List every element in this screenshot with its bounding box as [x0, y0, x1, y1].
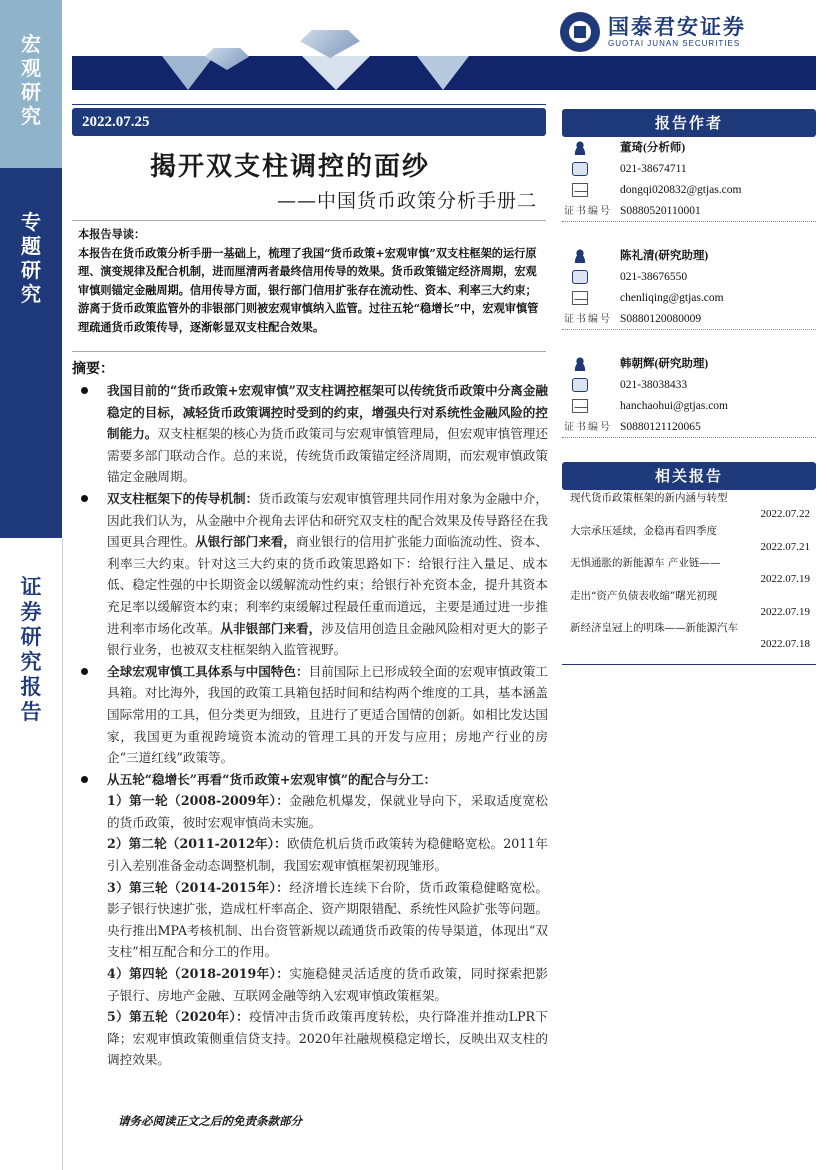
diamond-icon — [417, 56, 469, 90]
related-report-title[interactable]: 大宗承压延续，金稳再看四季度 — [570, 524, 717, 537]
related-report-item[interactable] — [562, 620, 816, 653]
guide-title: 本报告导读： — [78, 227, 146, 241]
person-icon — [572, 249, 588, 263]
round-item — [78, 833, 548, 876]
summary-bullet — [78, 769, 548, 791]
email-icon — [572, 183, 588, 197]
round-item — [78, 963, 548, 1006]
guide-text: 本报告在货币政策分析手册一基础上，梳理了我国“货币政策+宏观审慎”双支柱框架的运行原理、演变规律及配合机制，进而厘清两者最终信用传导的效果。货币政策锚定经济周期，宏观审慎则锚定金融周期。信用传导方面，银行部门信用扩张存在流动性、资本、利率三大约束；游离于货币政策监管外的非银部门则被宏观审慎纳入监管。过往五轮“稳增长”中，宏观审慎管理疏通货币政策传导，逐渐彰显双支柱配合效果。 — [78, 245, 539, 334]
bullet-text: 目前国际上已形成较全面的宏观审慎政策工具箱。对比海外，我国的政策工具箱包括时间和结构两个维度的工具，基本涵盖国际常用的工具，但分类更为细致，且进行了更适合国情的创新。如相比发达国家，我国更为重视跨境资本流动的管理工具的开发与应用；房地产行业的房企“三道红线”政策等。 — [107, 663, 549, 766]
phone-icon — [572, 270, 588, 284]
related-report-date: 2022.07.22 — [760, 508, 810, 520]
round-item — [78, 877, 548, 963]
related-report-item[interactable] — [562, 588, 816, 621]
cert-label: 证书编号 — [564, 314, 612, 325]
person-icon — [572, 357, 588, 371]
author-cert: S0880120080009 — [620, 313, 702, 325]
related-report-title[interactable]: 无惧通胀的新能源车 产业链—— — [570, 557, 721, 569]
bullet-bold-text: 双支柱框架下的传导机制： — [107, 490, 259, 506]
cert-label: 证书编号 — [564, 422, 612, 433]
authors-box-title: 报告作者 — [562, 109, 816, 137]
summary-bullet — [78, 488, 548, 661]
related-report-date: 2022.07.21 — [760, 540, 810, 553]
related-report-date: 2022.07.19 — [760, 605, 810, 618]
round-text: 疫情冲击货币政策再度转松，央行降准并推动LPR下降；宏观审慎政策侧重信贷支持。2020年社融规模稳定增长，反映出双支柱的调控效果。 — [107, 1009, 548, 1068]
round-text: 金融危机爆发，保就业导向下，采取适度宽松的货币政策，彼时宏观审慎尚未实施。 — [107, 793, 549, 830]
diamond-decoration-icon — [300, 30, 360, 58]
sidebar-section-macro-label: 宏观研究 — [21, 32, 41, 128]
sidebar-section-special-label: 专题研究 — [21, 210, 41, 306]
round-text: 经济增长连续下台阶，货币政策稳健略宽松。影子银行快速扩张，造成杠杆率高企、资产期限错配、系统性风险扩张等问题。央行推出MPA考核机制、出台资管新规以疏通货币政策的传导渠道，体现出“双支柱”相互配合和分工的作用。 — [107, 879, 549, 960]
company-logo — [560, 12, 800, 52]
related-report-title[interactable]: 新经济皇冠上的明珠——新能源汽车 — [570, 622, 738, 634]
summary-list — [78, 380, 548, 1071]
phone-icon — [572, 162, 588, 176]
summary-bullet — [78, 380, 548, 488]
author-phone: 021-38674711 — [620, 163, 687, 175]
bullet-text: 商业银行的信用扩张能力面临流动性、资本、利率三大约束。针对这三大约束的货币政策思路如下：给银行注入量足、成本低、稳定性强的中长期资金以缓解流动性约束；给银行补充资本金，提升其资本充足率以缓解资本约束；利率约束缓解过程最任重而道远，主要是通过进一步推进利率市场化改革。 — [107, 534, 549, 636]
sidebar-section-macro — [0, 0, 62, 168]
bullet-bold-text: 从非银部门来看， — [220, 620, 322, 636]
related-reports-list — [562, 490, 816, 653]
related-box-title: 相关报告 — [562, 462, 816, 490]
related-report-title[interactable]: 现代货币政策框架的新内涵与转型 — [570, 492, 728, 504]
author-name: 董琦(分析师) — [620, 142, 686, 154]
sidebar-section-special — [0, 168, 62, 538]
date-divider — [72, 104, 546, 105]
phone-icon — [572, 378, 588, 392]
author-name: 陈礼清(研究助理) — [620, 250, 709, 262]
logo-mark-icon — [560, 12, 600, 52]
author-email[interactable]: dongqi020832@gtjas.com — [620, 184, 742, 196]
person-icon — [572, 141, 588, 155]
logo-english-name: GUOTAI JUNAN SECURITIES — [608, 39, 741, 48]
author-phone: 021-38038433 — [620, 379, 688, 391]
email-icon — [572, 291, 588, 305]
author-phone: 021-38676550 — [620, 271, 688, 283]
diamond-icon — [162, 56, 214, 90]
summary-bullet — [78, 661, 548, 769]
round-text: 实施稳健灵活适度的货币政策，同时探索把影子银行、房地产金融、互联网金融等纳入宏观审慎政策框架。 — [107, 966, 549, 1003]
author-email[interactable]: hanchaohui@gtjas.com — [620, 400, 728, 412]
bullet-text: 双支柱框架的核心为货币政策司与宏观审慎管理局，但宏观审慎管理还需要多部门联动合作。总的来说，传统货币政策锚定经济周期，而宏观审慎政策锚定金融周期。 — [107, 426, 549, 485]
bullet-bold-text: 从五轮“稳增长”再看“货币政策+宏观审慎”的配合与分工： — [107, 771, 437, 787]
diamond-icon — [302, 56, 370, 90]
cert-label: 证书编号 — [564, 206, 612, 217]
related-report-date: 2022.07.19 — [760, 573, 810, 585]
round-label: 2）第二轮（2011-2012年）： — [107, 836, 287, 852]
author-card — [562, 246, 816, 354]
bullet-bold-text: 全球宏观审慎工具体系与中国特色： — [107, 663, 309, 679]
round-label: 1）第一轮（2008-2009年）： — [107, 793, 290, 809]
logo-chinese-name: 国泰君安证券 — [608, 15, 746, 39]
author-cert: S0880121120065 — [620, 421, 701, 433]
round-label: 4）第四轮（2018-2019年）： — [107, 966, 290, 982]
related-divider — [562, 664, 816, 665]
bullet-text: 货币政策与宏观审慎管理共同作用对象为金融中介，因此我们认为，从金融中介视角去评估和研究双支柱的配合效果及传导路径在我国更具合理性。 — [107, 490, 549, 550]
report-date: 2022.07.25 — [72, 108, 546, 136]
related-report-item[interactable] — [562, 490, 816, 523]
author-email[interactable]: chenliqing@gtjas.com — [620, 292, 724, 304]
disclaimer-note: 请务必阅读正文之后的免责条款部分 — [118, 1114, 302, 1128]
author-card — [562, 354, 816, 462]
round-label: 3）第三轮（2014-2015年）： — [107, 879, 290, 895]
related-report-item[interactable] — [562, 523, 816, 556]
email-icon — [572, 399, 588, 413]
bullet-bold-text: 从银行部门来看， — [195, 534, 297, 550]
sidebar-section-report — [0, 538, 62, 1170]
report-title: 揭开双支柱调控的面纱 — [150, 152, 431, 182]
related-report-item[interactable] — [562, 555, 816, 588]
round-label: 5）第五轮（2020年）： — [107, 1009, 250, 1025]
header-banner — [72, 56, 816, 90]
sidebar-divider — [62, 538, 63, 1170]
related-report-title[interactable]: 走出“资产负债表收缩”曙光初现 — [570, 589, 718, 602]
round-item — [78, 790, 548, 833]
report-guide — [72, 220, 546, 352]
sidebar-section-report-label: 证券研究报告 — [20, 574, 42, 724]
author-cert: S0880520110001 — [620, 205, 701, 217]
report-subtitle: ——中国货币政策分析手册二 — [276, 190, 537, 212]
summary-title: 摘要： — [72, 361, 114, 377]
author-name: 韩朝辉(研究助理) — [620, 358, 709, 370]
author-card — [562, 138, 816, 246]
related-report-date: 2022.07.18 — [760, 638, 810, 650]
round-item — [78, 1006, 548, 1071]
bullet-text: 涉及信用创造且金融风险相对更大的影子银行业务，也被双支柱框架纳入监管视野。 — [107, 620, 549, 658]
bullet-bold-text: 我国目前的“货币政策+宏观审慎”双支柱调控框架可以传统货币政策中分离金融稳定的目标，减轻货币政策调控时受到的约束，增强央行对系统性金融风险的控制能力。 — [107, 383, 548, 442]
authors-list — [562, 138, 816, 462]
round-text: 欧债危机后货币政策转为稳健略宽松。2011年引入差别准备金动态调整机制，我国宏观审慎框架初现雏形。 — [107, 836, 548, 874]
